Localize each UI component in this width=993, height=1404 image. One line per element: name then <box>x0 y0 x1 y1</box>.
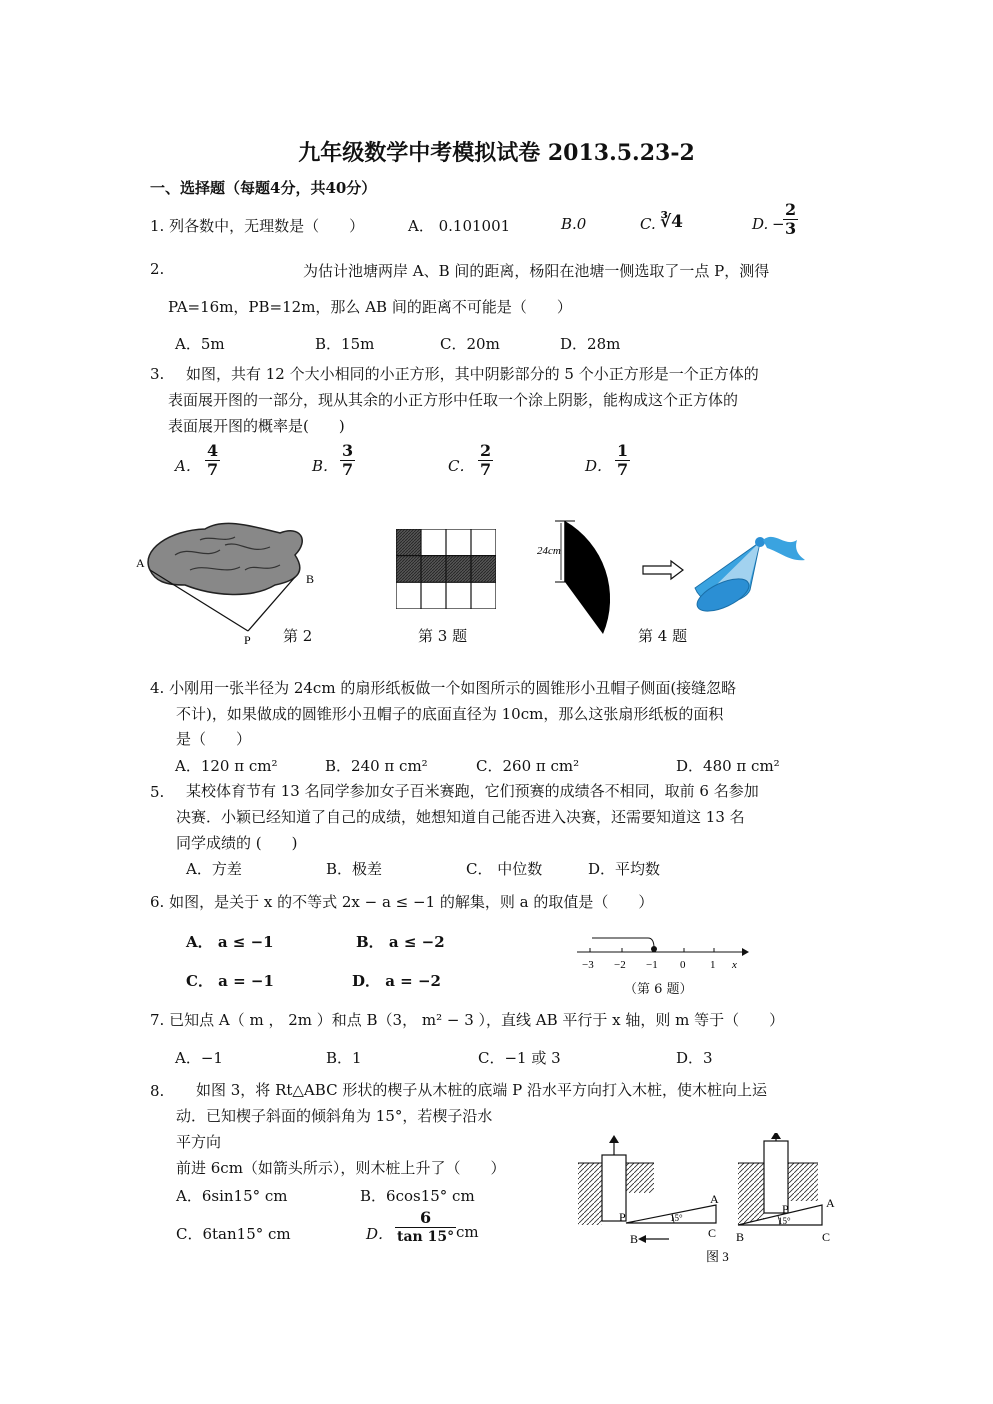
q1-option-c-radical: ∛4 <box>660 212 684 232</box>
q6-figure-caption: （第 6 题） <box>624 982 693 997</box>
label-p: P <box>782 1202 789 1216</box>
angle-label: 15° <box>670 1213 683 1223</box>
q3-line-2: 表面展开图的一部分，现从其余的小正方形中任取一个涂上阴影，能构成这个正方体的 <box>168 391 739 409</box>
axis-label: −3 <box>582 959 594 971</box>
q1-option-a: A． 0.101001 <box>408 217 511 235</box>
q8-line-3: 平方向 <box>176 1133 222 1151</box>
shaded-square <box>396 556 421 583</box>
shaded-square <box>396 529 421 556</box>
q1-option-d-sign: − <box>772 215 785 233</box>
q3-c-denominator: 7 <box>480 460 492 479</box>
shaded-square <box>421 556 446 583</box>
q8-number: 8. <box>150 1082 165 1100</box>
q1-option-d: D. <box>752 215 769 233</box>
q8-option-d-unit: cm <box>456 1223 479 1241</box>
figure-8-wedge-diagrams <box>574 1133 846 1268</box>
q3-b-numerator: 3 <box>342 441 354 460</box>
shaded-square <box>446 556 471 583</box>
q2-option-a: A．5m <box>175 335 225 353</box>
q5-option-c: C． 中位数 <box>466 860 543 878</box>
q3-option-c: C． <box>448 457 475 475</box>
q6-stem: 6. 如图，是关于 x 的不等式 2x − a ≤ −1 的解集，则 a 的取值是（ ） <box>150 893 654 911</box>
q6-number-line <box>572 928 752 973</box>
q5-option-b: B．极差 <box>326 860 383 878</box>
figure-2-caption: 第 2 <box>283 627 313 645</box>
q8-line-4: 前进 6cm（如箭头所示），则木桩上升了（ ） <box>176 1159 506 1177</box>
solution-point <box>651 946 657 952</box>
q4-option-d: D．480 π cm² <box>676 757 780 775</box>
figure-4-caption: 第 4 题 <box>638 627 688 645</box>
label-p: P <box>619 1210 626 1224</box>
q1-d-numerator: 2 <box>785 200 797 219</box>
q5-line-1: 某校体育节有 13 名同学参加女子百米赛跑，它们预赛的成绩各不相同，取前 6 名参加 <box>186 782 759 800</box>
q5-line-3: 同学成绩的 ( ) <box>176 834 298 852</box>
figure-3-grid <box>396 529 496 609</box>
axis-label: x <box>732 959 737 971</box>
q5-number: 5. <box>150 783 165 801</box>
label-p: P <box>244 633 251 647</box>
q8-option-b: B．6cos15° cm <box>360 1187 475 1205</box>
q4-option-c: C．260 π cm² <box>476 757 580 775</box>
wedge-diagram-right <box>736 1133 835 1244</box>
q7-option-b: B．1 <box>326 1049 362 1067</box>
q4-option-a: A．120 π cm² <box>175 757 278 775</box>
q8-option-c: C．6tan15° cm <box>176 1225 291 1243</box>
q3-option-b-fraction <box>340 442 355 479</box>
q3-line-1: 如图，共有 12 个大小相同的小正方形，其中阴影部分的 5 个小正方形是一个正方体的 <box>186 365 759 383</box>
q8-line-2: 动．已知楔子斜面的倾斜角为 15°，若楔子沿水 <box>176 1107 493 1125</box>
axis-label: 0 <box>680 959 686 971</box>
q7-stem: 7. 已知点 A（ m ， 2m ）和点 B（3， m² − 3 ），直线 AB 平行于 x 轴，则 m 等于（ ） <box>150 1011 785 1029</box>
sector-shape <box>565 521 610 634</box>
q2-option-b: B．15m <box>315 335 375 353</box>
q2-line-1: 为估计池塘两岸 A、B 间的距离，杨阳在池塘一侧选取了一点 P，测得 <box>303 262 770 280</box>
q5-option-a: A．方差 <box>186 860 242 878</box>
arrow-up-icon <box>771 1133 781 1139</box>
q3-option-a: A． <box>175 457 201 475</box>
q5-line-2: 决赛．小颖已经知道了自己的成绩，她想知道自己能否进入决赛，还需要知道这 13 名 <box>176 808 745 826</box>
q2-line-2: PA=16m，PB=12m，那么 AB 间的距离不可能是（ ） <box>168 298 572 316</box>
label-b: B <box>630 1232 639 1246</box>
axis-label: −2 <box>614 959 626 971</box>
figure-8-caption: 图 3 <box>706 1249 729 1264</box>
q3-number: 3. <box>150 365 165 383</box>
arrow-right-icon <box>643 561 683 579</box>
q3-d-denominator: 7 <box>617 460 629 479</box>
q3-a-numerator: 4 <box>207 441 219 460</box>
wedge-diagram-left <box>578 1135 719 1246</box>
q1-option-b: B.0 <box>561 215 587 233</box>
q3-option-b: B． <box>312 457 339 475</box>
q7-option-d: D．3 <box>676 1049 713 1067</box>
section-heading: 一、选择题（每题4分，共40分） <box>150 179 377 197</box>
cone-hat-icon <box>693 537 805 618</box>
q2-option-d: D．28m <box>560 335 621 353</box>
arrow-left-icon <box>638 1235 646 1243</box>
q3-b-denominator: 7 <box>342 460 354 479</box>
radius-label: 24cm <box>537 545 561 557</box>
q8-option-d-fraction <box>395 1209 456 1246</box>
arrow-up-icon <box>609 1135 619 1143</box>
q1-option-c: C. <box>640 215 656 233</box>
q8-d-numerator: 6 <box>395 1209 456 1228</box>
figure-4-sector-and-hat <box>535 518 810 638</box>
q1-stem: 1. 列各数中，无理数是（ ） <box>150 217 365 235</box>
q7-option-c: C．−1 或 3 <box>478 1049 561 1067</box>
axis-arrow <box>742 948 749 956</box>
axis-label: 1 <box>710 959 716 971</box>
q3-c-numerator: 2 <box>480 441 492 460</box>
label-c: C <box>822 1230 831 1244</box>
q3-a-denominator: 7 <box>207 460 219 479</box>
q5-option-d: D．平均数 <box>588 860 661 878</box>
angle-label: 15° <box>778 1216 791 1226</box>
q6-option-c: C． a = −1 <box>186 972 274 990</box>
figure-3-caption: 第 3 题 <box>418 627 468 645</box>
q4-line-1: 4. 小刚用一张半径为 24cm 的扇形纸板做一个如图所示的圆锥形小丑帽子侧面(接缝忽略 <box>150 679 737 697</box>
q4-line-2: 不计)，如果做成的圆锥形小丑帽子的底面直径为 10cm，那么这张扇形纸板的面积 <box>176 705 724 723</box>
solution-ray <box>592 938 654 948</box>
q3-option-d: D． <box>585 457 613 475</box>
q3-option-d-fraction <box>615 442 630 479</box>
q3-option-a-fraction <box>205 442 220 479</box>
label-b: B <box>736 1230 745 1244</box>
q4-line-3: 是（ ） <box>176 730 252 748</box>
q6-option-b: B． a ≤ −2 <box>356 933 445 951</box>
q8-option-d: D． <box>366 1225 394 1243</box>
label-a: A <box>136 556 145 570</box>
axis-label: −1 <box>646 959 658 971</box>
label-c: C <box>708 1226 717 1240</box>
label-a: A <box>826 1196 835 1210</box>
label-a: A <box>710 1192 719 1206</box>
q4-option-b: B．240 π cm² <box>325 757 428 775</box>
q2-number: 2. <box>150 260 165 278</box>
q6-option-d: D． a = −2 <box>352 972 441 990</box>
q3-d-numerator: 1 <box>617 441 629 460</box>
q2-option-c: C．20m <box>440 335 500 353</box>
q8-line-1: 如图 3，将 Rt△ABC 形状的楔子从木桩的底端 P 沿水平方向打入木桩，使木桩向上运 <box>196 1081 767 1099</box>
q3-line-3: 表面展开图的概率是( ) <box>168 417 345 435</box>
q6-option-a: A． a ≤ −1 <box>186 933 274 951</box>
q8-option-a: A．6sin15° cm <box>176 1187 288 1205</box>
shaded-square <box>471 556 496 583</box>
label-b: B <box>306 572 315 586</box>
q3-option-c-fraction <box>478 442 493 479</box>
q1-option-d-fraction <box>783 201 798 238</box>
q1-d-denominator: 3 <box>785 219 797 238</box>
page-title: 九年级数学中考模拟试卷 2013.5.23-2 <box>298 140 695 166</box>
q7-option-a: A．−1 <box>175 1049 223 1067</box>
q8-d-denominator: tan 15° <box>397 1229 455 1245</box>
